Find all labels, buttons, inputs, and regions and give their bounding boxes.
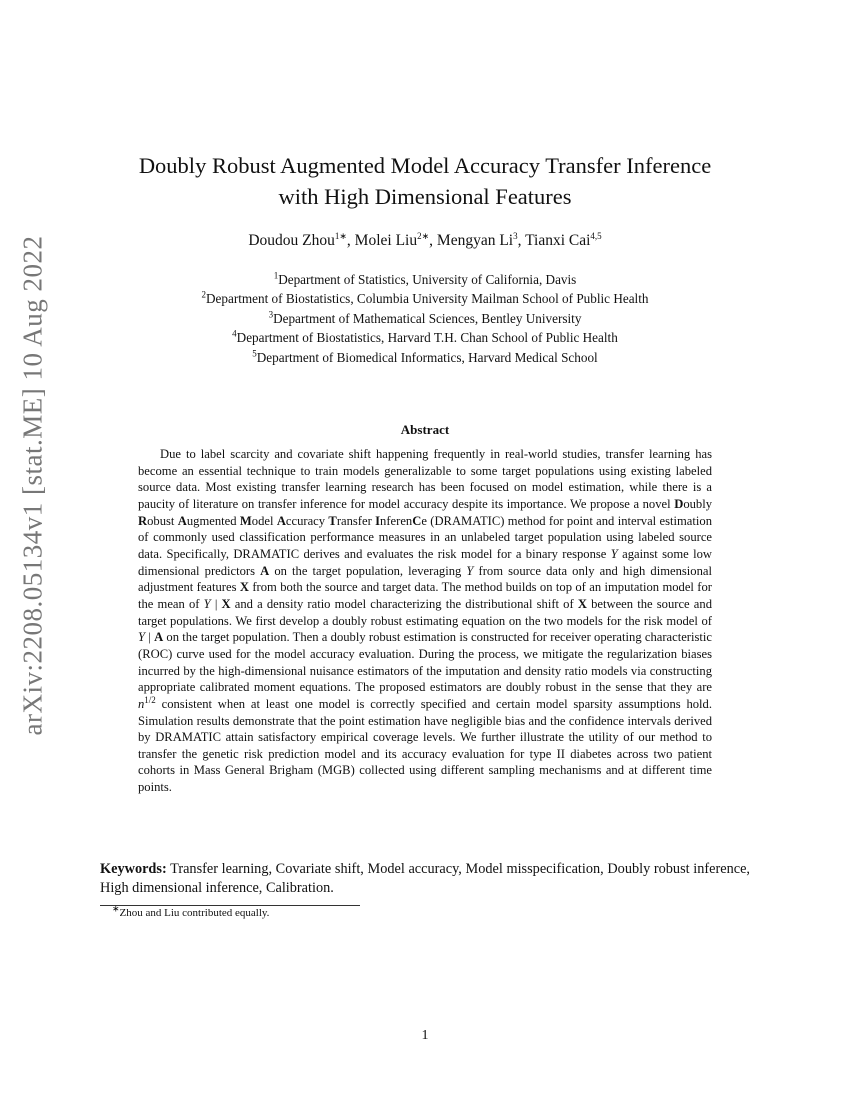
- affiliation: [0, 348, 850, 367]
- affiliation-superscript: 5: [252, 348, 257, 359]
- math-symbol: Y: [138, 630, 146, 645]
- author-name: Mengyan Li: [436, 232, 514, 249]
- acronym-letter: A: [276, 513, 286, 528]
- acronym-word: ugmented: [186, 513, 240, 528]
- acronym-word: obust: [147, 513, 178, 528]
- author-list: [0, 232, 850, 250]
- affiliation: [0, 270, 850, 289]
- author-name: Doudou Zhou: [248, 232, 335, 249]
- abstract-body: [138, 446, 712, 796]
- math-symbol: n: [138, 696, 145, 711]
- abstract-text: on the target population, leveraging: [269, 563, 467, 578]
- title-line-1: Doubly Robust Augmented Model Accuracy Transfer Inference: [138, 153, 712, 178]
- math-symbol: X: [221, 596, 231, 611]
- affiliation-list: [0, 270, 850, 367]
- acronym-letter: I: [375, 513, 381, 528]
- acronym-letter: M: [239, 513, 252, 528]
- acronym-letter: T: [328, 513, 337, 528]
- title-line-2: with High Dimensional Features: [278, 184, 572, 209]
- keywords-label: Keywords:: [100, 861, 167, 877]
- author-separator: ,: [346, 232, 355, 249]
- math-operator: |: [210, 596, 222, 611]
- math-symbol: A: [260, 563, 270, 578]
- affiliation-text: Department of Statistics, University of California, Davis: [278, 272, 577, 287]
- author-separator: ,: [429, 232, 437, 249]
- affiliation: [0, 328, 850, 347]
- acronym-word: ransfer: [336, 513, 376, 528]
- acronym-word: oubly: [683, 496, 712, 511]
- affiliation-text: Department of Biomedical Informatics, Harvard Medical School: [256, 349, 598, 365]
- keywords-text: Transfer learning, Covariate shift, Model accuracy, Model misspecification, Doubly robust inference, High dimensional inference, Calibration.: [100, 861, 750, 896]
- footnote-mark: ∗: [112, 903, 120, 914]
- paper-title: [0, 150, 850, 212]
- author-superscript: 3: [513, 230, 518, 241]
- footnote: [112, 903, 270, 919]
- author-superscript: 4,5: [590, 230, 602, 241]
- arxiv-identifier-text: arXiv:2208.05134v1 [stat.ME] 10 Aug 2022: [17, 235, 48, 735]
- math-symbol: A: [154, 630, 164, 645]
- affiliation-superscript: 4: [232, 328, 237, 339]
- author-superscript: 2∗: [417, 230, 430, 241]
- acronym-word: ccuracy: [285, 513, 329, 528]
- acronym-letter: A: [177, 513, 187, 528]
- math-symbol: X: [239, 580, 249, 595]
- footnote-text: Zhou and Liu contributed equally.: [119, 907, 270, 919]
- acronym-letter: C: [412, 513, 422, 528]
- affiliation: [0, 289, 850, 308]
- affiliation-text: Department of Mathematical Sciences, Bentley University: [273, 310, 582, 326]
- math-symbol: Y: [466, 563, 474, 578]
- abstract-paragraph: [138, 446, 712, 796]
- author-superscript: 1∗: [334, 230, 347, 241]
- affiliation-superscript: 2: [201, 290, 207, 301]
- abstract-text: between the source and target populations. We first develop a doubly robust estimating equation on the two models for the risk model of: [138, 596, 712, 628]
- footnote-rule: [100, 905, 360, 906]
- acronym-word: odel: [251, 513, 277, 528]
- affiliation-superscript: 3: [268, 309, 274, 320]
- math-symbol: Y: [203, 596, 211, 611]
- abstract-text: (DRAMATIC) method for point and interval estimation of commonly used classification performance measures in an unlabeled target population using labeled source data. Specifically, DRAMATIC derives and evaluates the risk model for a binary response: [138, 513, 712, 561]
- abstract-text: against some low dimensional predictors: [138, 546, 712, 578]
- author-name: Tianxi Cai: [525, 232, 591, 249]
- author-name: Molei Liu: [354, 232, 418, 249]
- affiliation: [0, 309, 850, 328]
- math-exponent: 1/2: [144, 694, 156, 705]
- abstract-text: on the target population. Then a doubly robust estimation is constructed for receiver operating characteristic (ROC) curve used for the model accuracy evaluation. During the process, we mitigate the regularization biases incurred by the high-dimensional nuisance estimators of the imputation and density ratio models via constructing appropriate calibrated moment equations. The proposed estimators are doubly robust in the sense that they are: [138, 630, 712, 695]
- math-symbol: Y: [610, 546, 618, 561]
- page-number: 1: [421, 1028, 429, 1043]
- affiliation-text: Department of Biostatistics, Columbia University Mailman School of Public Health: [206, 291, 649, 307]
- affiliation-superscript: 1: [273, 270, 279, 281]
- abstract-text: from source data only and high dimensional adjustment features: [138, 563, 712, 595]
- abstract-text: consistent when at least one model is correctly specified and certain model sparsity assumptions hold. Simulation results demonstrate that the point estimation have negligible bias and the confidence intervals derived by DRAMATIC attain satisfactory empirical coverage levels. We further illustrate the utility of our method to transfer the genetic risk prediction model and its accuracy evaluation for type II diabetes across two patient cohorts in Mass General Brigham (MGB) collected using different sampling mechanisms and at different time points.: [138, 696, 712, 795]
- affiliation-text: Department of Biostatistics, Harvard T.H. Chan School of Public Health: [236, 330, 618, 346]
- acronym-word: e: [421, 513, 427, 528]
- keywords: [100, 860, 750, 898]
- math-symbol: X: [577, 596, 587, 611]
- acronym-word: nferen: [380, 513, 413, 528]
- abstract-text: Due to label scarcity and covariate shift happening frequently in real-world studies, transfer learning has become an essential technique to train models generalizable to some target populations using existing labeled source data. Most existing transfer learning research has been focused on model estimation, while there is a paucity of literature on transfer inference for model accuracy despite its importance. We propose a novel: [138, 447, 712, 511]
- abstract-text: from both the source and target data. The method builds on top of an imputation model for the mean of: [138, 580, 712, 611]
- acronym-letter: R: [138, 513, 148, 528]
- abstract-heading: Abstract: [400, 422, 450, 437]
- math-operator: |: [145, 630, 155, 645]
- author-separator: ,: [517, 232, 526, 249]
- acronym-letter: D: [674, 496, 684, 511]
- abstract-text: and a density ratio model characterizing the distributional shift of: [230, 596, 578, 611]
